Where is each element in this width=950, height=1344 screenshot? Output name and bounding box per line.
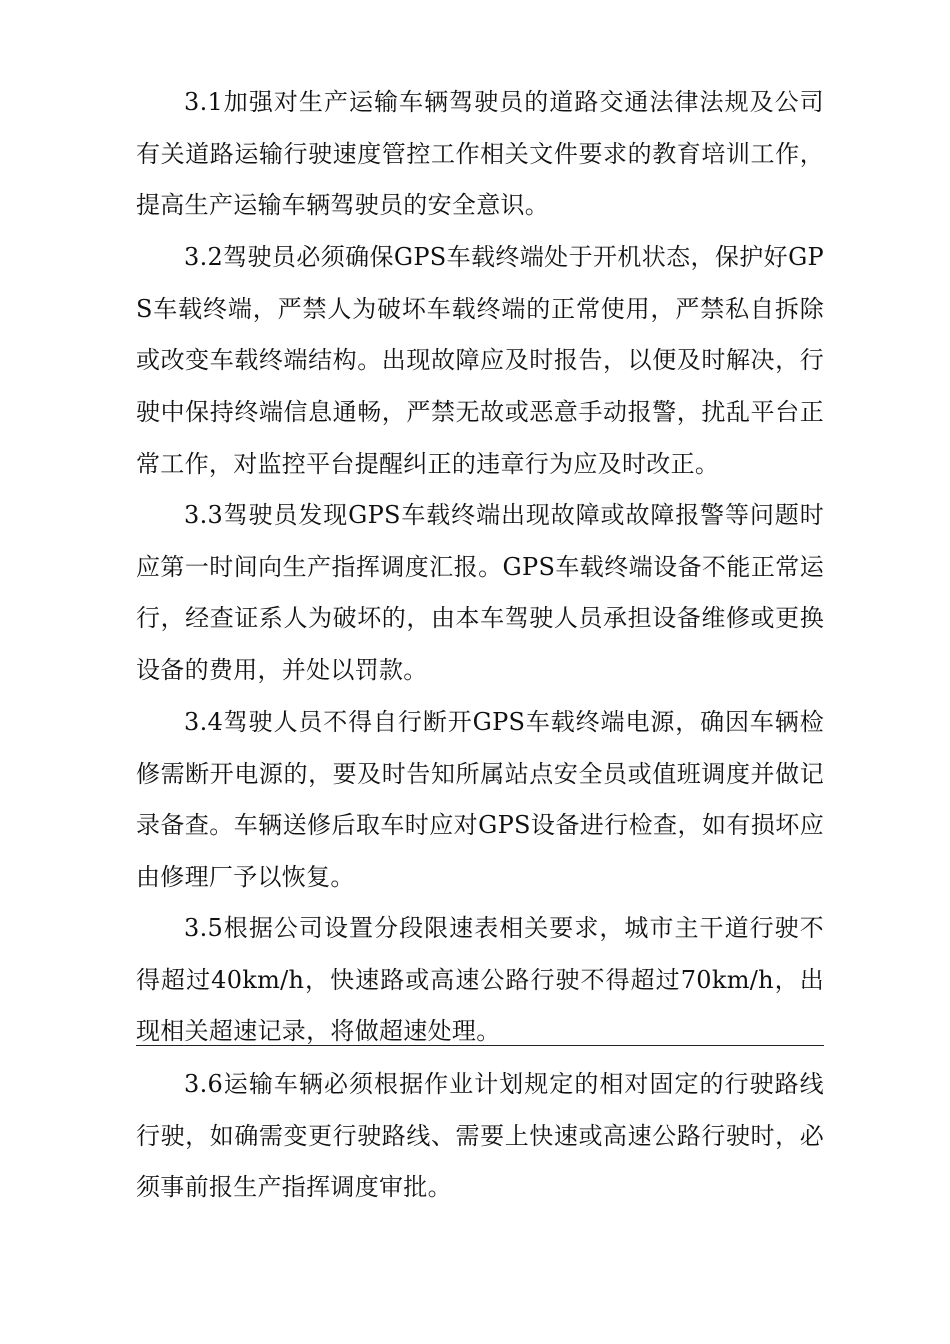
clause-3-3: 3.3驾驶员发现GPS车载终端出现故障或故障报警等问题时应第一时间向生产指挥调度汇报。GPS车载终端设备不能正常运行，经查证系人为破坏的，由本车驾驶人员承担设备维修或更换设备的费用，并处以罚款。	[136, 501, 824, 685]
section-divider	[136, 1045, 824, 1046]
clause-3-6: 3.6运输车辆必须根据作业计划规定的相对固定的行驶路线行驶，如确需变更行驶路线、需要上快速或高速公路行驶时，必须事前报生产指挥调度审批。	[136, 1070, 824, 1202]
clause-3-2: 3.2驾驶员必须确保GPS车载终端处于开机状态，保护好GPS车载终端，严禁人为破坏车载终端的正常使用，严禁私自拆除或改变车载终端结构。出现故障应及时报告，以便及时解决，行驶中保持终端信息通畅，严禁无故或恶意手动报警，扰乱平台正常工作，对监控平台提醒纠正的违章行为应及时改正。	[136, 243, 824, 478]
clause-3-1: 3.1加强对生产运输车辆驾驶员的道路交通法律法规及公司有关道路运输行驶速度管控工作相关文件要求的教育培训工作，提高生产运输车辆驾驶员的安全意识。	[136, 88, 824, 220]
clause-3-4: 3.4驾驶人员不得自行断开GPS车载终端电源，确因车辆检修需断开电源的，要及时告知所属站点安全员或值班调度并做记录备查。车辆送修后取车时应对GPS设备进行检查，如有损坏应由修理厂予以恢复。	[136, 708, 824, 892]
clause-3-5: 3.5根据公司设置分段限速表相关要求，城市主干道行驶不得超过40km/h，快速路或高速公路行驶不得超过70km/h，出现相关超速记录，将做超速处理。	[136, 914, 824, 1046]
